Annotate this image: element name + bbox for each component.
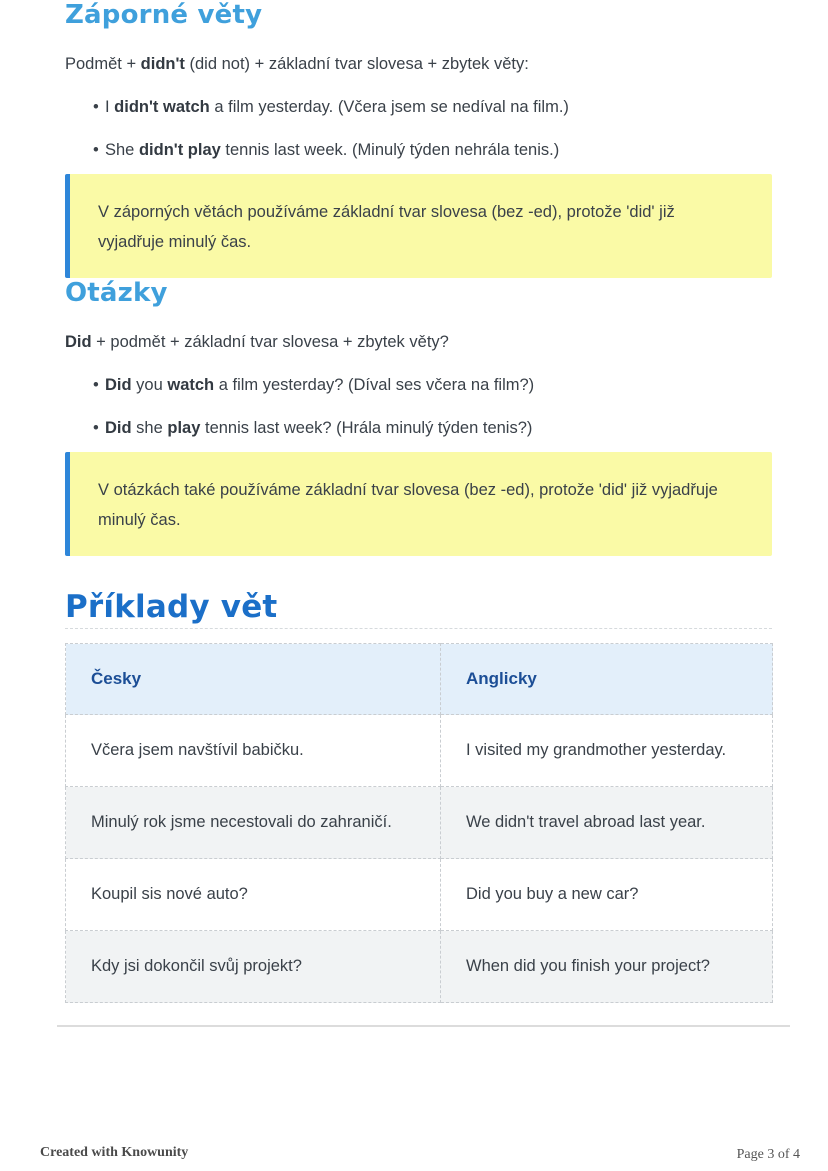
bullet-segment-bold: didn't watch [114,98,210,116]
bullet-example-question-2 [65,417,772,439]
table-cell-english: Did you buy a new car? [441,859,773,931]
table-row [66,787,773,859]
bullet-segment: tennis last week. (Minulý týden nehrála tenis.) [220,141,560,159]
section-heading-questions: Otázky [65,278,168,308]
page-title-examples: Příklady vět [65,589,278,625]
bullet-example-negative-1 [65,96,772,118]
table-cell-czech: Minulý rok jsme necestovali do zahraničí. [66,787,441,859]
bullet-icon: • [93,141,99,159]
bullet-segment-bold: play [167,419,201,437]
note-box-questions [65,452,772,556]
bullet-segment: She [105,141,139,159]
formula-questions [65,331,772,353]
bullet-segment: a film yesterday. (Včera jsem se nedíval na film.) [209,98,569,116]
section-heading-negative-sentences: Záporné věty [65,0,263,30]
bullet-segment-bold: Did [105,419,132,437]
table-row [66,715,773,787]
footer-created-with: Created with Knowunity [40,1145,189,1160]
note-text: V záporných větách používáme základní tvar slovesa (bez -ed), protože 'did' již vyjadřuje minulý čas. [98,203,675,251]
table-cell-english: I visited my grandmother yesterday. [441,715,773,787]
table-cell-czech: Kdy jsi dokončil svůj projekt? [66,931,441,1003]
bullet-segment-bold: didn't play [138,141,221,159]
formula-segment: (did not) + základní tvar slovesa + zbytek věty: [184,55,529,73]
table-cell-czech: Včera jsem navštívil babičku. [66,715,441,787]
table-cell-english: When did you finish your project? [441,931,773,1003]
table-row [66,859,773,931]
table-header-english: Anglicky [441,644,773,715]
examples-table [65,643,773,1003]
table-header-row [66,644,773,715]
bullet-example-negative-2 [65,139,772,161]
formula-segment-bold: Did [65,333,92,351]
bullet-icon: • [93,376,99,394]
divider-dashed [65,628,772,629]
formula-segment-bold: didn't [140,55,185,73]
bullet-segment: tennis last week? (Hrála minulý týden tenis?) [200,419,533,437]
bullet-segment: you [131,376,168,394]
bullet-segment-bold: watch [167,376,215,394]
formula-segment: + podmět + základní tvar slovesa + zbytek věty? [91,333,449,351]
formula-negative [65,53,772,75]
bullet-segment-bold: Did [105,376,132,394]
bullet-segment: a film yesterday? (Díval ses včera na film?) [214,376,535,394]
formula-segment: Podmět + [65,55,141,73]
bullet-segment: she [131,419,168,437]
note-box-negative [65,174,772,278]
divider-solid [57,1025,790,1027]
table-row [66,931,773,1003]
table-cell-english: We didn't travel abroad last year. [441,787,773,859]
table-header-czech: Česky [66,644,441,715]
bullet-icon: • [93,419,99,437]
note-text: V otázkách také používáme základní tvar slovesa (bez -ed), protože 'did' již vyjadřuje minulý čas. [98,481,718,529]
footer-page-number: Page 3 of 4 [736,1147,800,1162]
bullet-example-question-1 [65,374,772,396]
bullet-segment: I [105,98,115,116]
bullet-icon: • [93,98,99,116]
table-cell-czech: Koupil sis nové auto? [66,859,441,931]
